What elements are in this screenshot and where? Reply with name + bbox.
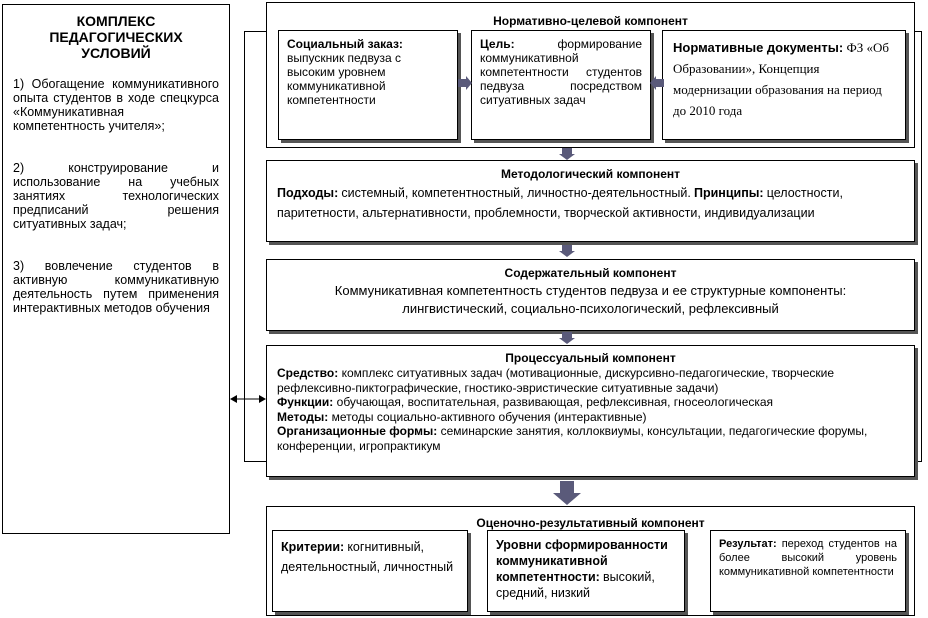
arrow-down-large-icon xyxy=(553,481,581,505)
means-text: комплекс ситуативных задач (мотивационные, дискурсивно-педагогические, творческие рефлексивно-пиктографические, гностико-эвристические ситуативные задачи) xyxy=(277,366,835,395)
goal-label: Цель: xyxy=(480,37,515,51)
normative-title: Нормативно-целевой компонент xyxy=(493,14,688,28)
connector-top-horizontal xyxy=(244,31,268,32)
criteria-label: Критерии: xyxy=(281,540,345,554)
result-text: переход студентов на более высокий уровень коммуникативной компетентности xyxy=(719,538,897,578)
functions-text: обучающая, воспитательная, развивающая, рефлексивная, гносеологическая xyxy=(336,395,774,409)
methodological-title: Методологический компонент xyxy=(501,167,680,181)
goal-box xyxy=(471,30,651,140)
double-arrow-icon xyxy=(230,392,266,406)
methods-text: методы социально-активного обучения (интерактивные) xyxy=(331,409,647,424)
social-order-box xyxy=(278,30,458,140)
methods-label: Методы: xyxy=(277,409,329,424)
levels-text: высокий, средний, низкий xyxy=(496,570,655,600)
normative-docs-box xyxy=(662,30,906,140)
content-text: Коммуникативная компетентность студентов педвуза и ее структурные компоненты: лингвистический, социально-психологический, рефлексивный xyxy=(334,283,847,316)
connector-bottom-horizontal xyxy=(244,461,268,462)
normative-docs-text: ФЗ «Об Образовании», Концепция модернизации образования на период до 2010 года xyxy=(673,40,889,118)
forms-text: семинарские занятия, коллоквиумы, консультации, педагогические форумы, конференции, игропрактикум xyxy=(277,424,868,453)
evaluative-title: Оценочно-результативный компонент xyxy=(476,516,705,530)
content-title: Содержательный компонент xyxy=(504,266,677,280)
connector-right-top xyxy=(914,31,922,32)
arrow-down-icon xyxy=(559,148,575,160)
connector-right-bottom xyxy=(914,461,922,462)
arrow-down-icon xyxy=(559,245,575,257)
approaches-label: Подходы: xyxy=(277,186,339,200)
levels-box xyxy=(487,530,685,612)
pedagogical-conditions-box xyxy=(2,4,230,534)
content-component-box xyxy=(266,259,915,331)
procedural-component-box xyxy=(266,345,915,477)
functions-label: Функции: xyxy=(277,395,334,409)
result-label: Результат: xyxy=(719,538,777,550)
criteria-box xyxy=(272,530,468,612)
condition-3: 3) вовлечение студентов в активную коммуникативную деятельность путем применения интерактивных методов обучения xyxy=(13,259,219,315)
arrow-left-icon xyxy=(650,76,664,90)
result-box xyxy=(710,530,906,612)
social-order-text: выпускник педвуза с высоким уровнем коммуникативной компетентности xyxy=(287,51,402,107)
principles-label: Принципы: xyxy=(693,186,764,200)
procedural-title: Процессуальный компонент xyxy=(505,351,676,365)
principles-text: целостности, паритетности, альтернативности, проблемности, творческой активности, индивидуализации xyxy=(277,186,843,220)
methodological-component-box xyxy=(266,160,915,242)
arrow-down-icon xyxy=(559,332,575,344)
arrow-right-icon xyxy=(458,76,472,90)
connector-right-vertical xyxy=(921,31,922,461)
condition-1: 1) Обогащение коммуникативного опыта студентов в ходе спецкурса «Коммуникативная компетентность учителя»; xyxy=(13,77,219,133)
means-label: Средство: xyxy=(277,366,339,380)
approaches-text: системный, компетентностный, личностно-деятельностный. xyxy=(341,186,691,200)
forms-label: Организационные формы: xyxy=(277,424,438,438)
normative-docs-label: Нормативные документы: xyxy=(673,40,844,55)
goal-text: формирование коммуникативной компетентности студентов педвуза посредством ситуативных задач xyxy=(480,37,642,107)
pedagogical-conditions-title: КОМПЛЕКС ПЕДАГОГИЧЕСКИХ УСЛОВИЙ xyxy=(49,13,183,61)
condition-2: 2) конструирование и использование на учебных занятиях технологических предписаний решения ситуативных задач; xyxy=(13,161,219,231)
social-order-label: Социальный заказ: xyxy=(287,37,403,51)
criteria-text: когнитивный, деятельностный, личностный xyxy=(281,540,454,574)
levels-label: Уровни сформированности коммуникативной компетентности: xyxy=(496,538,668,584)
